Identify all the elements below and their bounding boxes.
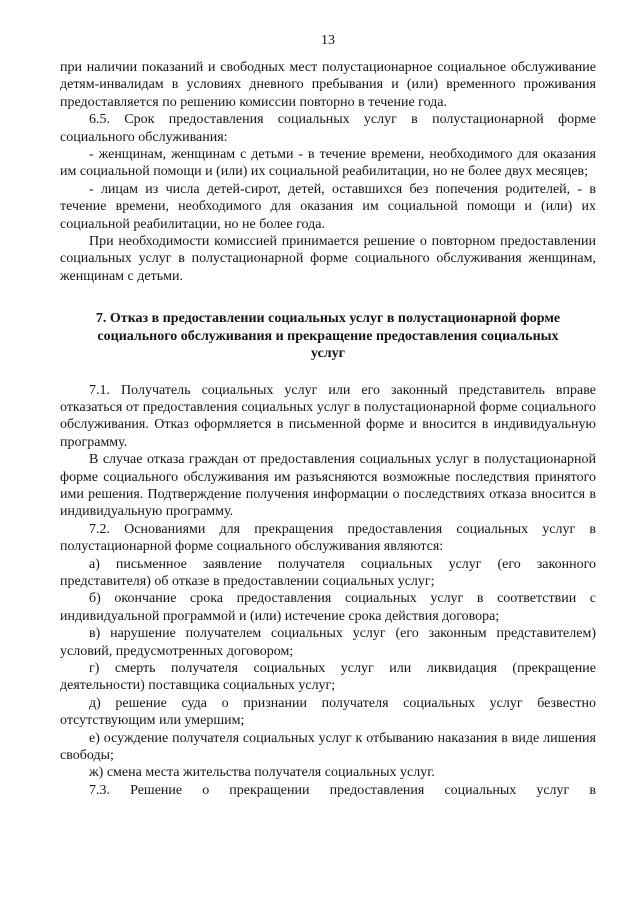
list-item-a: а) письменное заявление получателя социальных услуг (его законного представителя) об отказе в предоставлении социальных услуг; [60, 556, 596, 589]
heading-gap [60, 363, 596, 382]
paragraph-7-1: 7.1. Получатель социальных услуг или его законный представитель вправе отказаться от предоставления социальных услуг в полустационарной форме социального обслуживания. Отказ оформляется в письменной форме и вносится в индивидуальную программу. [60, 382, 596, 450]
section-7-heading: 7. Отказ в предоставлении социальных услуг в полустационарной форме социального обслуживания и прекращение предоставления социальных услуг [95, 311, 561, 362]
paragraph-refusal-consequences: В случае отказа граждан от предоставления социальных услуг в полустационарной форме социального обслуживания им разъясняются возможные последствия принятого ими решения. Подтверждение получения информации о последствиях отказа вносится в индивидуальную программу. [60, 452, 596, 520]
paragraph-6-5: 6.5. Срок предоставления социальных услуг в полустационарной форме социального обслуживания: [60, 112, 596, 145]
paragraph-7-2: 7.2. Основаниями для прекращения предоставления социальных услуг в полустационарной форме социального обслуживания являются: [60, 521, 596, 555]
list-item-e: е) осуждение получателя социальных услуг к отбыванию наказания в виде лишения свободы; [60, 730, 596, 764]
paragraph-continuation: при наличии показаний и свободных мест полустационарное социальное обслуживание детям-инвалидам в условиях дневного пребывания и (или) временного проживания предоставляется по решению комиссии повторно в течение года. [60, 60, 596, 110]
list-item-g: г) смерть получателя социальных услуг или ликвидация (прекращение деятельности) поставщика социальных услуг; [60, 661, 596, 694]
list-item-orphans: - лицам из числа детей-сирот, детей, оставшихся без попечения родителей, - в течение времени, необходимого для оказания им социальной помощи и (или) их социальной реабилитации, но не более года. [60, 181, 596, 232]
section-gap [60, 285, 596, 310]
list-item-v: в) нарушение получателем социальных услуг (его законным представителем) условий, предусмотренных договором; [60, 626, 596, 659]
list-item-women: - женщинам, женщинам с детьми - в течение времени, необходимого для оказания им социальной помощи и (или) их социальной реабилитации, но не более двух месяцев; [60, 147, 596, 180]
list-item-zh: ж) смена места жительства получателя социальных услуг. [89, 765, 435, 781]
page-number: 13 [321, 33, 335, 48]
list-item-b: б) окончание срока предоставления социальных услуг в соответствии с индивидуальной программой и (или) истечение срока действия договора; [60, 591, 596, 624]
paragraph-repeat-decision: При необходимости комиссией принимается решение о повторном предоставлении социальных услуг в полустационарной форме социального обслуживания женщинам, женщинам с детьми. [60, 234, 596, 284]
paragraph-7-3: 7.3. Решение о прекращении предоставления социальных услуг в [89, 782, 596, 798]
list-item-d: д) решение суда о признании получателя социальных услуг безвестно отсутствующим или умершим; [60, 695, 596, 729]
